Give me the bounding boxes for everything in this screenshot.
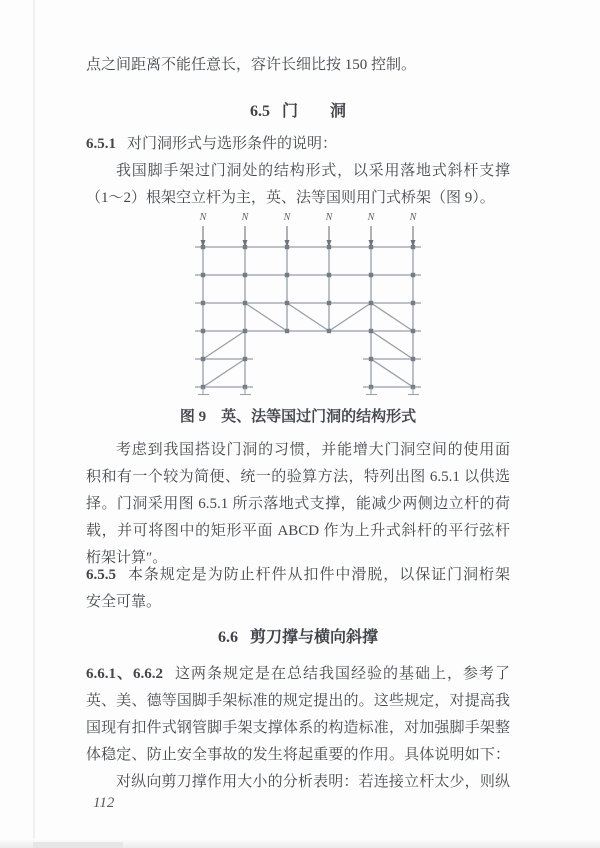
body-line: 点之间距离不能任意长，容许长细比按 150 控制。 [86, 57, 417, 73]
load-label: N [409, 212, 417, 223]
body-line: 我国脚手架过门洞处的结构形式，以采用落地式斜杆支撑 [116, 163, 510, 179]
page-seam-line [33, 0, 35, 848]
clause-text: 本条规定是为防止杆件从扣件中滑脱，以保证门洞桁架 [127, 567, 510, 583]
clause-number: 6.5.1 [86, 136, 116, 152]
section-number: 6.5 [249, 103, 270, 120]
body-line: 载，并可将图中的矩形平面 ABCD 作为上升式斜杆的平行弦杆 [86, 523, 510, 539]
diagonal-braces [203, 303, 413, 387]
body-line: 体稳定、防止安全事故的发生将起重要的作用。具体说明如下： [86, 747, 510, 763]
section-title: 剪刀撑与横向斜撑 [249, 629, 378, 646]
paragraph-continuation [86, 52, 510, 79]
clause-text: 这两条规定是在总结我国经验的基础上，参考了 [174, 666, 510, 682]
body-line: 桁架计算″。 [86, 550, 168, 566]
page-bottom-corner-shadow [33, 842, 123, 848]
figure-9-scaffold-diagram [150, 205, 470, 401]
paragraph-figure-discussion [86, 437, 510, 572]
section-number: 6.6 [217, 629, 238, 646]
clause-text: 对门洞形式与选形条件的说明： [127, 136, 338, 152]
load-arrows [201, 226, 416, 247]
body-line: 安全可靠。 [86, 594, 162, 610]
load-label: N [199, 212, 207, 223]
body-line: 积和有一个较为简便、统一的验算方法，特列出图 6.5.1 以供选 [86, 469, 510, 485]
load-label: N [367, 212, 375, 223]
clause-6-5-5 [86, 562, 510, 616]
figure-9-caption: 图 9 英、法等国过门洞的结构形式 [179, 409, 417, 425]
clause-6-6-1-2 [86, 661, 510, 796]
load-label: N [241, 212, 249, 223]
clause-6-5-1 [86, 131, 510, 158]
paragraph-door-opening-intro [86, 158, 510, 212]
section-heading-6-6 [86, 624, 510, 651]
load-label: N [283, 212, 291, 223]
page-number: 112 [93, 795, 115, 811]
section-title: 门 洞 [281, 103, 346, 120]
load-label: N [325, 212, 333, 223]
body-line: 考虑到我国搭设门洞的习惯，并能增大门洞空间的使用面 [116, 442, 510, 458]
body-line: 英、美、德等国脚手架标准的规定提出的。这些规定，对提高我 [86, 693, 510, 709]
base-plates [198, 387, 419, 395]
body-line: 择。门洞采用图 6.5.1 所示落地式支撑，能减少两侧边立杆的荷 [86, 496, 510, 512]
clause-number: 6.6.1、6.6.2 [86, 666, 163, 682]
body-line: 对纵向剪刀撑作用大小的分析表明：若连接立杆太少，则纵 [116, 774, 510, 790]
clause-number: 6.5.5 [86, 567, 116, 583]
body-line: 国现有扣件式钢管脚手架支撑体系的构造标准，对加强脚手架整 [86, 720, 510, 736]
section-heading-6-5 [86, 98, 510, 125]
body-line: （1～2）根架空立杆为主，英、法等国则用门式桥架（图 9）。 [86, 190, 495, 206]
